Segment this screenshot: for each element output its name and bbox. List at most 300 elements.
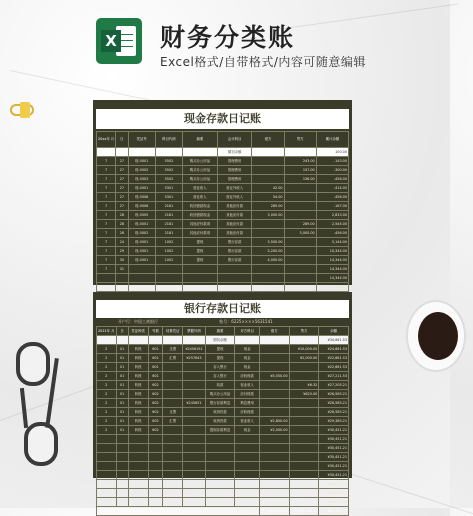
table-cell[interactable] [252, 220, 284, 229]
table-cell[interactable]: 其他应付款 [217, 220, 252, 229]
table-cell[interactable]: 42.00 [252, 184, 284, 193]
table-cell[interactable]: 转账 [128, 345, 148, 354]
table-cell[interactable]: 2181 [155, 220, 182, 229]
table-cell[interactable]: 汇票 [163, 417, 183, 426]
table-cell[interactable]: ¥26,585.21 [319, 408, 349, 417]
table-cell[interactable] [128, 462, 148, 471]
table-cell[interactable] [128, 336, 148, 345]
table-cell[interactable]: 存入银行 [205, 363, 235, 372]
table-cell[interactable] [183, 148, 218, 157]
table-cell[interactable] [163, 462, 183, 471]
table-cell[interactable] [148, 471, 163, 480]
table-cell[interactable]: ¥2456191 [183, 345, 205, 354]
table-cell[interactable]: 01 [116, 417, 128, 426]
table-cell[interactable] [289, 336, 319, 345]
table-cell[interactable]: 5301 [155, 193, 182, 202]
table-cell[interactable] [128, 471, 148, 480]
table-cell[interactable] [217, 274, 252, 283]
table-cell[interactable] [259, 363, 289, 372]
table-cell[interactable]: 01 [116, 408, 128, 417]
table-cell[interactable] [163, 390, 183, 399]
table-cell[interactable]: 2181 [155, 211, 182, 220]
table-cell[interactable] [97, 471, 117, 480]
table-cell[interactable] [128, 274, 155, 283]
table-cell[interactable]: 转账 [128, 363, 148, 372]
table-cell[interactable] [284, 184, 316, 193]
table-cell[interactable] [183, 471, 205, 480]
table-cell[interactable] [235, 462, 260, 471]
table-cell[interactable]: 现-0001 [128, 256, 155, 265]
table-cell[interactable] [97, 453, 117, 462]
table-cell[interactable]: 现-0005 [128, 211, 155, 220]
table-cell[interactable] [163, 426, 183, 435]
table-cell[interactable] [235, 336, 260, 345]
table-cell[interactable]: 7 [97, 247, 116, 256]
table-cell[interactable]: 现金 [235, 363, 260, 372]
table-cell[interactable]: -456.00 [316, 229, 348, 238]
table-cell[interactable]: 27 [116, 184, 128, 193]
table-cell[interactable]: 601 [148, 363, 163, 372]
table-cell[interactable]: 7 [97, 193, 116, 202]
table-cell[interactable] [97, 274, 116, 283]
table-cell[interactable]: 提现 [183, 256, 218, 265]
table-cell[interactable]: 2 [97, 345, 117, 354]
table-cell[interactable] [289, 462, 319, 471]
table-cell[interactable] [235, 435, 260, 444]
table-cell[interactable] [163, 363, 183, 372]
table-cell[interactable]: ¥2,800.00 [259, 417, 289, 426]
table-cell[interactable] [163, 480, 183, 489]
table-cell[interactable]: -456.00 [316, 193, 348, 202]
table-cell[interactable]: 289.00 [284, 220, 316, 229]
table-cell[interactable]: 购买办公用品 [205, 390, 235, 399]
table-cell[interactable] [163, 336, 183, 345]
table-cell[interactable]: 157.00 [284, 166, 316, 175]
table-cell[interactable] [205, 480, 235, 489]
table-cell[interactable]: 现-0001 [128, 247, 155, 256]
table-cell[interactable] [259, 354, 289, 363]
table-cell[interactable]: 1002 [155, 256, 182, 265]
table-cell[interactable]: 5301 [155, 184, 182, 193]
table-cell[interactable]: 提现 [205, 354, 235, 363]
table-cell[interactable] [97, 444, 117, 453]
table-cell[interactable] [116, 489, 128, 498]
table-cell[interactable]: -143.00 [316, 157, 348, 166]
table-cell[interactable]: 14,344.00 [316, 283, 348, 292]
table-cell[interactable] [116, 453, 128, 462]
table-cell[interactable] [289, 453, 319, 462]
table-cell[interactable]: ¥257643 [183, 354, 205, 363]
table-cell[interactable]: 2 [97, 381, 117, 390]
table-cell[interactable] [183, 426, 205, 435]
table-cell[interactable] [205, 462, 235, 471]
table-cell[interactable] [235, 471, 260, 480]
table-cell[interactable]: 现金 [235, 426, 260, 435]
table-cell[interactable] [259, 471, 289, 480]
table-cell[interactable]: 营业收入 [183, 193, 218, 202]
table-cell[interactable]: 购买办公用品 [183, 175, 218, 184]
table-cell[interactable] [163, 444, 183, 453]
table-cell[interactable]: 转账 [128, 408, 148, 417]
table-cell[interactable]: 支票 [163, 408, 183, 417]
table-cell[interactable] [183, 417, 205, 426]
table-cell[interactable]: ¥30,451.21 [319, 480, 349, 489]
table-cell[interactable] [183, 435, 205, 444]
table-cell[interactable] [259, 345, 289, 354]
table-cell[interactable] [128, 148, 155, 157]
table-cell[interactable] [116, 148, 128, 157]
table-cell[interactable] [116, 471, 128, 480]
table-cell[interactable]: 602 [148, 381, 163, 390]
table-cell[interactable]: 24 [116, 238, 128, 247]
table-cell[interactable]: 30 [116, 256, 128, 265]
table-cell[interactable] [183, 336, 205, 345]
table-cell[interactable] [183, 274, 218, 283]
table-cell[interactable]: 转账 [128, 372, 148, 381]
table-cell[interactable]: ¥30,451.21 [319, 471, 349, 480]
table-cell[interactable] [183, 408, 205, 417]
table-cell[interactable]: 28 [116, 220, 128, 229]
table-cell[interactable] [116, 444, 128, 453]
table-cell[interactable] [259, 444, 289, 453]
table-cell[interactable] [217, 265, 252, 274]
table-cell[interactable] [289, 444, 319, 453]
table-cell[interactable]: 5502 [155, 175, 182, 184]
table-cell[interactable] [284, 202, 316, 211]
table-cell[interactable]: 5,200.00 [252, 247, 284, 256]
table-cell[interactable]: 27 [116, 166, 128, 175]
table-cell[interactable]: 5,000.00 [284, 229, 316, 238]
table-cell[interactable] [97, 283, 116, 292]
table-cell[interactable]: 2 [97, 417, 117, 426]
table-cell[interactable] [235, 498, 260, 507]
table-cell[interactable]: 602 [148, 408, 163, 417]
table-cell[interactable]: 转账 [128, 417, 148, 426]
table-cell[interactable]: 应收账款 [235, 408, 260, 417]
table-cell[interactable] [252, 175, 284, 184]
table-cell[interactable]: 7 [97, 166, 116, 175]
table-cell[interactable]: 应收账款 [235, 372, 260, 381]
table-cell[interactable] [116, 480, 128, 489]
table-cell[interactable] [97, 435, 117, 444]
table-cell[interactable] [116, 274, 128, 283]
table-cell[interactable] [259, 408, 289, 417]
table-cell[interactable]: 期初余额 [217, 148, 252, 157]
table-cell[interactable] [252, 148, 284, 157]
table-cell[interactable]: 1002 [155, 238, 182, 247]
table-cell[interactable] [116, 435, 128, 444]
table-cell[interactable]: 7 [97, 175, 116, 184]
table-cell[interactable]: 27 [116, 193, 128, 202]
table-cell[interactable] [284, 193, 316, 202]
table-cell[interactable]: 银行存款 [217, 238, 252, 247]
table-cell[interactable]: 54.00 [252, 193, 284, 202]
table-cell[interactable]: 2 [97, 354, 117, 363]
table-cell[interactable] [163, 489, 183, 498]
table-cell[interactable]: 其他应付款项 [183, 229, 218, 238]
table-cell[interactable]: 602 [148, 417, 163, 426]
table-cell[interactable] [183, 381, 205, 390]
table-cell[interactable]: 转账 [128, 381, 148, 390]
table-cell[interactable]: 提现 [183, 238, 218, 247]
table-cell[interactable]: 购买办公用品 [183, 166, 218, 175]
table-cell[interactable] [289, 399, 319, 408]
table-cell[interactable] [148, 489, 163, 498]
table-cell[interactable] [183, 363, 205, 372]
table-cell[interactable] [289, 435, 319, 444]
table-cell[interactable] [235, 489, 260, 498]
table-cell[interactable]: ¥30,451.21 [319, 462, 349, 471]
table-cell[interactable]: 收款 [205, 381, 235, 390]
table-cell[interactable]: 转账 [128, 426, 148, 435]
table-cell[interactable]: 转账 [128, 354, 148, 363]
table-cell[interactable]: 2 [97, 408, 117, 417]
table-cell[interactable]: 现金 [235, 345, 260, 354]
table-cell[interactable]: 其他应付款项 [183, 220, 218, 229]
table-cell[interactable] [289, 498, 319, 507]
table-cell[interactable]: 转账 [128, 390, 148, 399]
table-cell[interactable]: 转账 [128, 399, 148, 408]
table-cell[interactable] [252, 157, 284, 166]
table-cell[interactable]: 收回借款现金 [183, 211, 218, 220]
table-cell[interactable]: 602 [148, 399, 163, 408]
table-cell[interactable]: ¥29,385.21 [319, 417, 349, 426]
table-cell[interactable] [183, 462, 205, 471]
table-cell[interactable] [183, 498, 205, 507]
table-cell[interactable]: 存入银行 [205, 372, 235, 381]
table-cell[interactable]: 31 [116, 265, 128, 274]
table-cell[interactable]: 602 [148, 426, 163, 435]
table-cell[interactable] [97, 489, 117, 498]
table-cell[interactable]: ¥30,451.21 [319, 489, 349, 498]
table-cell[interactable]: 2181 [155, 202, 182, 211]
table-cell[interactable]: 601 [148, 354, 163, 363]
table-cell[interactable]: 银行存款 [217, 256, 252, 265]
table-cell[interactable] [155, 148, 182, 157]
table-cell[interactable] [116, 336, 128, 345]
table-cell[interactable]: ¥27,205.21 [319, 381, 349, 390]
table-cell[interactable]: 27 [116, 202, 128, 211]
table-cell[interactable] [205, 453, 235, 462]
table-cell[interactable]: 营业外收入 [217, 184, 252, 193]
table-cell[interactable] [205, 435, 235, 444]
table-cell[interactable] [183, 489, 205, 498]
table-cell[interactable] [289, 372, 319, 381]
table-cell[interactable] [97, 498, 117, 507]
table-cell[interactable]: 汇票 [163, 354, 183, 363]
table-cell[interactable] [289, 480, 319, 489]
table-cell[interactable]: ¥24,661.53 [319, 345, 349, 354]
table-cell[interactable]: 提现存款利息 [205, 426, 235, 435]
table-cell[interactable] [284, 211, 316, 220]
table-cell[interactable]: 28 [116, 229, 128, 238]
table-cell[interactable]: 7 [97, 184, 116, 193]
table-cell[interactable] [128, 498, 148, 507]
table-cell[interactable]: ¥2,000.00 [289, 354, 319, 363]
table-cell[interactable]: 7 [97, 229, 116, 238]
table-cell[interactable]: 4,000.00 [252, 256, 284, 265]
table-cell[interactable] [205, 498, 235, 507]
table-cell[interactable]: 其他应付款 [217, 229, 252, 238]
table-cell[interactable]: 27 [116, 157, 128, 166]
table-cell[interactable]: 100.00 [316, 148, 348, 157]
table-cell[interactable]: 2 [97, 399, 117, 408]
table-cell[interactable]: ¥30,451.21 [319, 426, 349, 435]
table-cell[interactable] [259, 390, 289, 399]
table-cell[interactable] [284, 256, 316, 265]
table-cell[interactable] [284, 247, 316, 256]
table-cell[interactable] [148, 480, 163, 489]
table-cell[interactable] [183, 372, 205, 381]
table-cell[interactable]: 7 [97, 256, 116, 265]
table-cell[interactable] [252, 274, 284, 283]
table-cell[interactable] [284, 283, 316, 292]
table-cell[interactable]: 7 [97, 157, 116, 166]
table-cell[interactable] [289, 408, 319, 417]
table-cell[interactable] [128, 489, 148, 498]
table-cell[interactable]: ¥10,000.00 [289, 345, 319, 354]
table-cell[interactable]: 01 [116, 372, 128, 381]
table-cell[interactable]: 7 [97, 211, 116, 220]
table-cell[interactable] [148, 435, 163, 444]
table-cell[interactable] [183, 480, 205, 489]
table-cell[interactable]: 现-0001 [128, 220, 155, 229]
table-cell[interactable] [97, 336, 117, 345]
table-cell[interactable] [155, 265, 182, 274]
table-cell[interactable]: 601 [148, 372, 163, 381]
table-cell[interactable]: 3,000.00 [252, 211, 284, 220]
table-cell[interactable] [259, 435, 289, 444]
table-cell[interactable]: ¥2,000.00 [259, 426, 289, 435]
table-cell[interactable]: ¥27,211.53 [319, 372, 349, 381]
table-cell[interactable] [183, 265, 218, 274]
table-cell[interactable] [284, 274, 316, 283]
table-cell[interactable]: 14,344.00 [316, 265, 348, 274]
table-cell[interactable] [128, 265, 155, 274]
table-cell[interactable]: 营业收入 [183, 184, 218, 193]
table-cell[interactable] [252, 265, 284, 274]
table-cell[interactable]: 银行存款 [217, 247, 252, 256]
table-cell[interactable] [97, 480, 117, 489]
table-cell[interactable]: 提现 [205, 345, 235, 354]
table-cell[interactable]: 管理费用 [217, 157, 252, 166]
table-cell[interactable] [284, 148, 316, 157]
table-cell[interactable]: ¥34,661.53 [319, 336, 349, 345]
table-cell[interactable] [252, 229, 284, 238]
table-cell[interactable]: 289.00 [252, 202, 284, 211]
table-cell[interactable]: -414.00 [316, 184, 348, 193]
table-cell[interactable] [235, 480, 260, 489]
table-cell[interactable] [163, 453, 183, 462]
table-cell[interactable]: 27 [116, 175, 128, 184]
table-cell[interactable] [183, 390, 205, 399]
table-cell[interactable]: ¥22,661.53 [319, 354, 349, 363]
table-cell[interactable]: 7 [97, 202, 116, 211]
table-cell[interactable]: 期初余额 [205, 336, 235, 345]
table-cell[interactable]: 01 [116, 354, 128, 363]
table-cell[interactable]: 602 [148, 390, 163, 399]
table-cell[interactable] [205, 471, 235, 480]
table-cell[interactable] [252, 166, 284, 175]
table-cell[interactable]: ¥26,585.21 [319, 390, 349, 399]
table-cell[interactable]: ¥4,550.00 [259, 372, 289, 381]
table-cell[interactable]: 营业外收入 [217, 193, 252, 202]
table-cell[interactable] [97, 148, 116, 157]
table-cell[interactable] [289, 363, 319, 372]
table-cell[interactable] [148, 462, 163, 471]
table-cell[interactable] [128, 453, 148, 462]
table-cell[interactable]: 29 [116, 247, 128, 256]
table-cell[interactable]: 现-0008 [128, 193, 155, 202]
table-cell[interactable]: 28 [116, 211, 128, 220]
table-cell[interactable]: 购买办公用品 [183, 157, 218, 166]
table-cell[interactable]: 管理费用 [217, 166, 252, 175]
table-cell[interactable]: 7 [97, 220, 116, 229]
table-cell[interactable]: 1002 [155, 247, 182, 256]
table-cell[interactable]: 提现 [183, 247, 218, 256]
table-cell[interactable] [284, 265, 316, 274]
table-cell[interactable]: 收到货款 [205, 417, 235, 426]
table-cell[interactable]: ¥22,661.53 [319, 363, 349, 372]
table-cell[interactable]: 管理费用 [217, 175, 252, 184]
table-cell[interactable] [252, 283, 284, 292]
table-cell[interactable] [163, 372, 183, 381]
table-cell[interactable] [116, 462, 128, 471]
table-cell[interactable]: 营业收入 [235, 381, 260, 390]
table-cell[interactable]: ¥30,451.21 [319, 498, 349, 507]
table-cell[interactable] [148, 336, 163, 345]
table-cell[interactable] [217, 283, 252, 292]
table-cell[interactable]: 01 [116, 390, 128, 399]
table-cell[interactable] [289, 471, 319, 480]
table-cell[interactable]: 10,344.00 [316, 247, 348, 256]
table-cell[interactable]: 2,833.00 [316, 211, 348, 220]
table-cell[interactable] [148, 498, 163, 507]
table-cell[interactable]: 5502 [155, 166, 182, 175]
table-cell[interactable]: 01 [116, 381, 128, 390]
table-cell[interactable] [155, 274, 182, 283]
table-cell[interactable]: 应付账款 [235, 390, 260, 399]
table-cell[interactable]: 2181 [155, 229, 182, 238]
table-cell[interactable]: ¥26,585.21 [319, 399, 349, 408]
table-cell[interactable]: 601 [148, 345, 163, 354]
table-cell[interactable] [259, 489, 289, 498]
table-cell[interactable] [128, 480, 148, 489]
table-cell[interactable] [183, 283, 218, 292]
table-cell[interactable]: 7 [97, 238, 116, 247]
table-cell[interactable]: 5,500.00 [252, 238, 284, 247]
table-cell[interactable] [205, 489, 235, 498]
table-cell[interactable] [183, 444, 205, 453]
table-cell[interactable] [163, 399, 183, 408]
table-cell[interactable] [259, 381, 289, 390]
table-cell[interactable] [148, 444, 163, 453]
table-cell[interactable] [259, 453, 289, 462]
table-cell[interactable]: 利息费用 [235, 399, 260, 408]
table-cell[interactable] [163, 381, 183, 390]
table-cell[interactable]: -167.00 [316, 202, 348, 211]
table-cell[interactable]: 2,544.00 [316, 220, 348, 229]
table-cell[interactable] [259, 498, 289, 507]
table-cell[interactable] [163, 498, 183, 507]
table-cell[interactable]: 156.00 [284, 175, 316, 184]
table-cell[interactable]: 营业收入 [235, 417, 260, 426]
table-cell[interactable] [289, 417, 319, 426]
table-cell[interactable]: 7 [97, 265, 116, 274]
table-cell[interactable] [163, 435, 183, 444]
table-cell[interactable]: 5,144.00 [316, 238, 348, 247]
table-cell[interactable]: 银行存款利息 [205, 399, 235, 408]
